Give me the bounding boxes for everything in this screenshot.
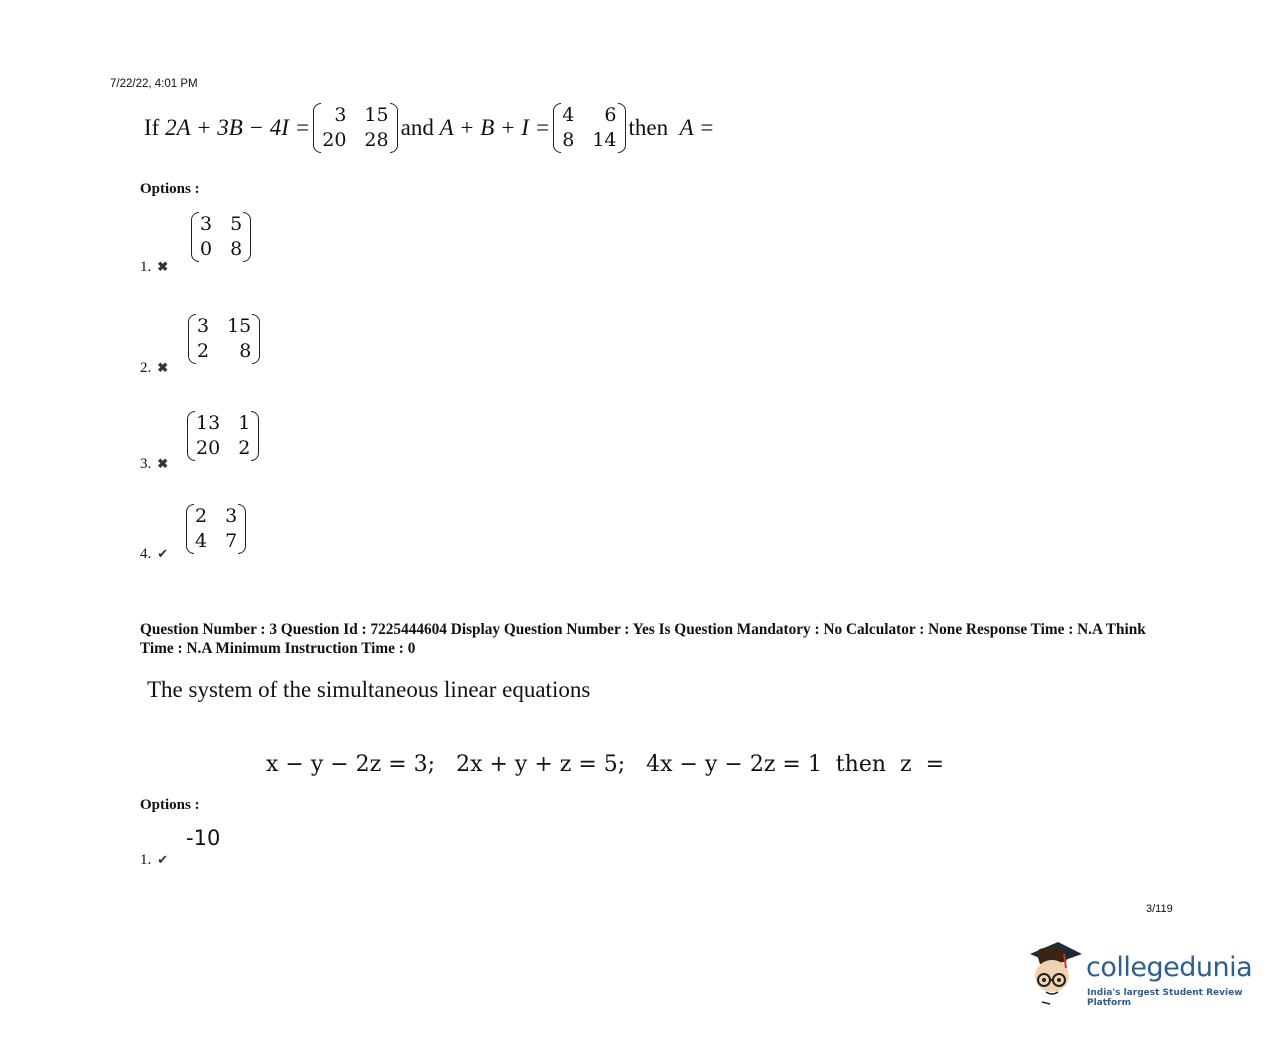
q2-option-3-matrix: 13 1 20 2 xyxy=(184,411,262,461)
q3-option-1[interactable] xyxy=(140,852,168,869)
q2-then: then xyxy=(628,115,669,140)
q2-option-4[interactable] xyxy=(140,546,168,563)
q2-option-1[interactable] xyxy=(140,259,168,276)
q2-lhs1: 2A + 3B − 4I = xyxy=(165,115,311,140)
question-3-equation: x − y − 2z = 3; 2x + y + z = 5; 4x − y − 2z = 1 then z = xyxy=(266,752,945,777)
q2-options-label: Options : xyxy=(140,181,200,197)
q2-option-2-matrix: 3 15 2 8 xyxy=(185,314,263,364)
question-3-text: The system of the simultaneous linear equations xyxy=(147,677,591,702)
cross-icon: ✖ xyxy=(157,360,169,375)
q2-connector: and xyxy=(400,115,434,140)
q2-option-2[interactable] xyxy=(140,360,168,377)
q3-option-1-value: -10 xyxy=(186,826,221,850)
q2-prefix: If xyxy=(144,115,160,140)
cross-icon: ✖ xyxy=(157,259,169,274)
option-number: 1. xyxy=(140,259,152,275)
cross-icon: ✖ xyxy=(157,456,169,471)
option-number: 4. xyxy=(140,546,152,562)
q2-matrix-1: 3 15 20 28 xyxy=(313,103,397,153)
option-number: 3. xyxy=(140,456,152,472)
q2-option-3[interactable] xyxy=(140,456,168,473)
q2-tail: A = xyxy=(679,115,715,140)
print-timestamp: 7/22/22, 4:01 PM xyxy=(110,78,198,90)
check-icon: ✔ xyxy=(157,852,169,867)
q2-option-4-matrix: 2 3 4 7 xyxy=(183,504,249,554)
question-3-meta: Question Number : 3 Question Id : 7225444604 Display Question Number : Yes Is Question Mandatory : No Calculator : None Response Time : N.A Think Time : N.A Minimum Instruction Time : 0 xyxy=(140,621,1146,657)
option-number: 2. xyxy=(140,360,152,376)
mascot-logo-icon xyxy=(1024,940,1086,1006)
q2-lhs2: A + B + I = xyxy=(439,115,551,140)
question-2-statement xyxy=(144,103,715,153)
check-icon: ✔ xyxy=(157,546,169,561)
q2-matrix-2: 4 6 8 14 xyxy=(553,103,625,153)
option-number: 1. xyxy=(140,852,152,868)
logo-wordmark: collegedunia xyxy=(1086,952,1253,983)
q3-options-label: Options : xyxy=(140,797,200,813)
logo-tagline: India's largest Student Review Platform xyxy=(1087,988,1243,1008)
q2-option-1-matrix: 3 5 0 8 xyxy=(188,212,254,262)
page-number: 3/119 xyxy=(1146,903,1173,915)
